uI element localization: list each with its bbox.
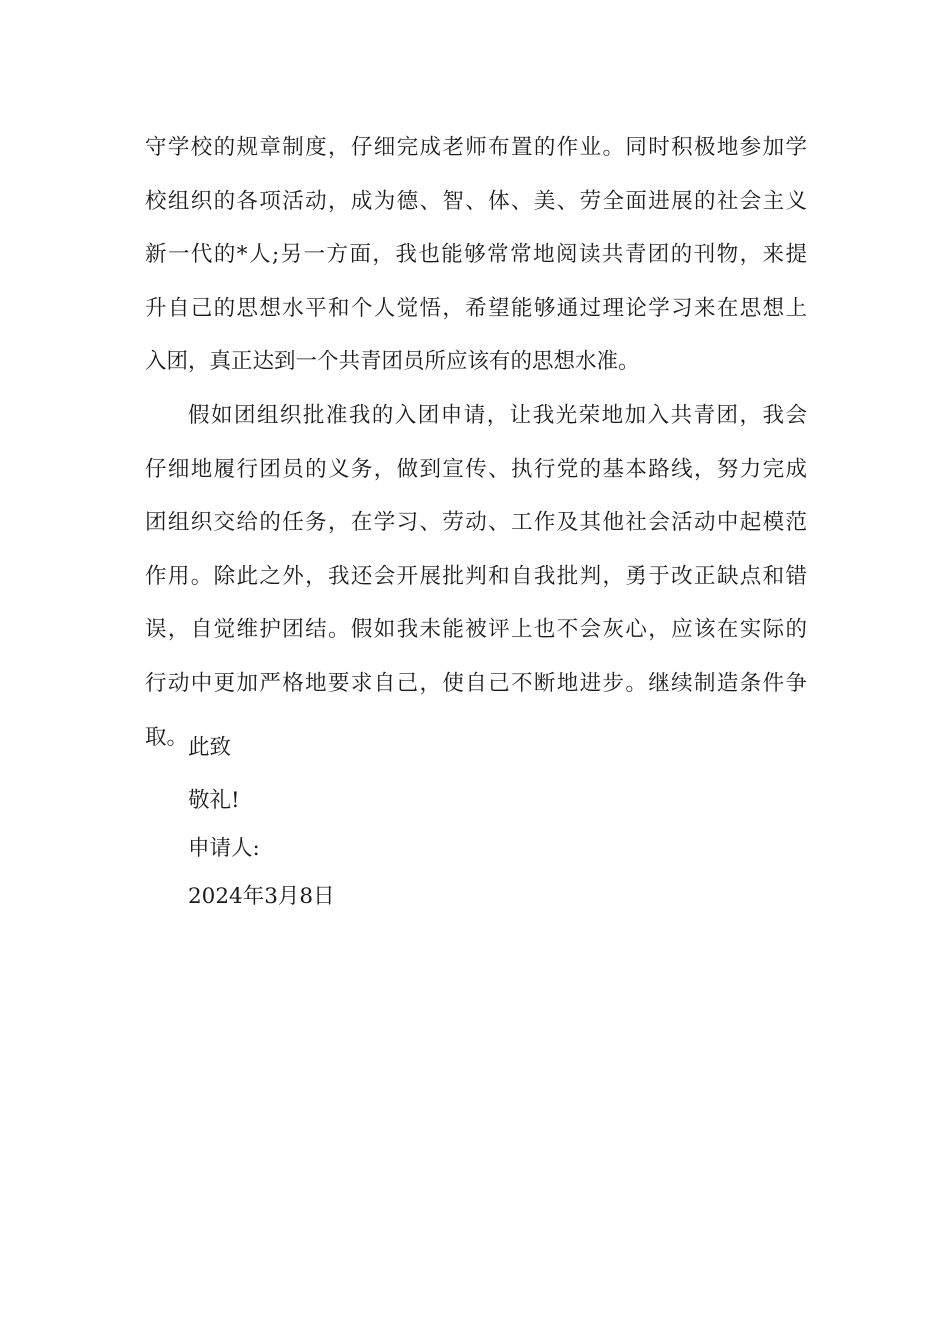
paragraph-2-line: 作用。除此之外，我还会开展批判和自我批判，勇于改正缺点和错	[145, 563, 807, 589]
paragraph-1-line: 校组织的各项活动，成为德、智、体、美、劳全面进展的社会主义	[145, 188, 807, 214]
paragraph-1-line: 入团，真正达到一个共青团员所应该有的思想水准。	[145, 349, 640, 375]
paragraph-1-line: 守学校的规章制度，仔细完成老师布置的作业。同时积极地参加学	[145, 135, 807, 160]
paragraph-2-line: 误，自觉维护团结。假如我未能被评上也不会灰心，应该在实际的	[145, 617, 807, 643]
letter-body	[145, 133, 807, 776]
salutation: 此致	[188, 735, 232, 760]
paragraph-2-line: 仔细地履行团员的义务，做到宣传、执行党的基本路线，努力完成	[145, 456, 807, 482]
regards: 敬礼!	[188, 788, 240, 813]
paragraph-2-line: 团组织交给的任务，在学习、劳动、工作及其他社会活动中起模范	[145, 510, 807, 536]
date: 2024年3月8日	[188, 884, 335, 909]
paragraph-2-line: 假如团组织批准我的入团申请，让我光荣地加入共青团，我会	[188, 402, 807, 428]
paragraph-2-line: 行动中更加严格地要求自己，使自己不断地进步。继续制造条件争	[145, 670, 807, 696]
paragraph-1-line: 新一代的*人;另一方面，我也能够常常地阅读共青团的刊物，来提	[145, 242, 807, 268]
paragraph-2-line: 取。	[145, 724, 189, 750]
paragraph-1-line: 升自己的思想水平和个人觉悟，希望能够通过理论学习来在思想上	[145, 295, 807, 321]
applicant-label: 申请人:	[188, 836, 260, 861]
